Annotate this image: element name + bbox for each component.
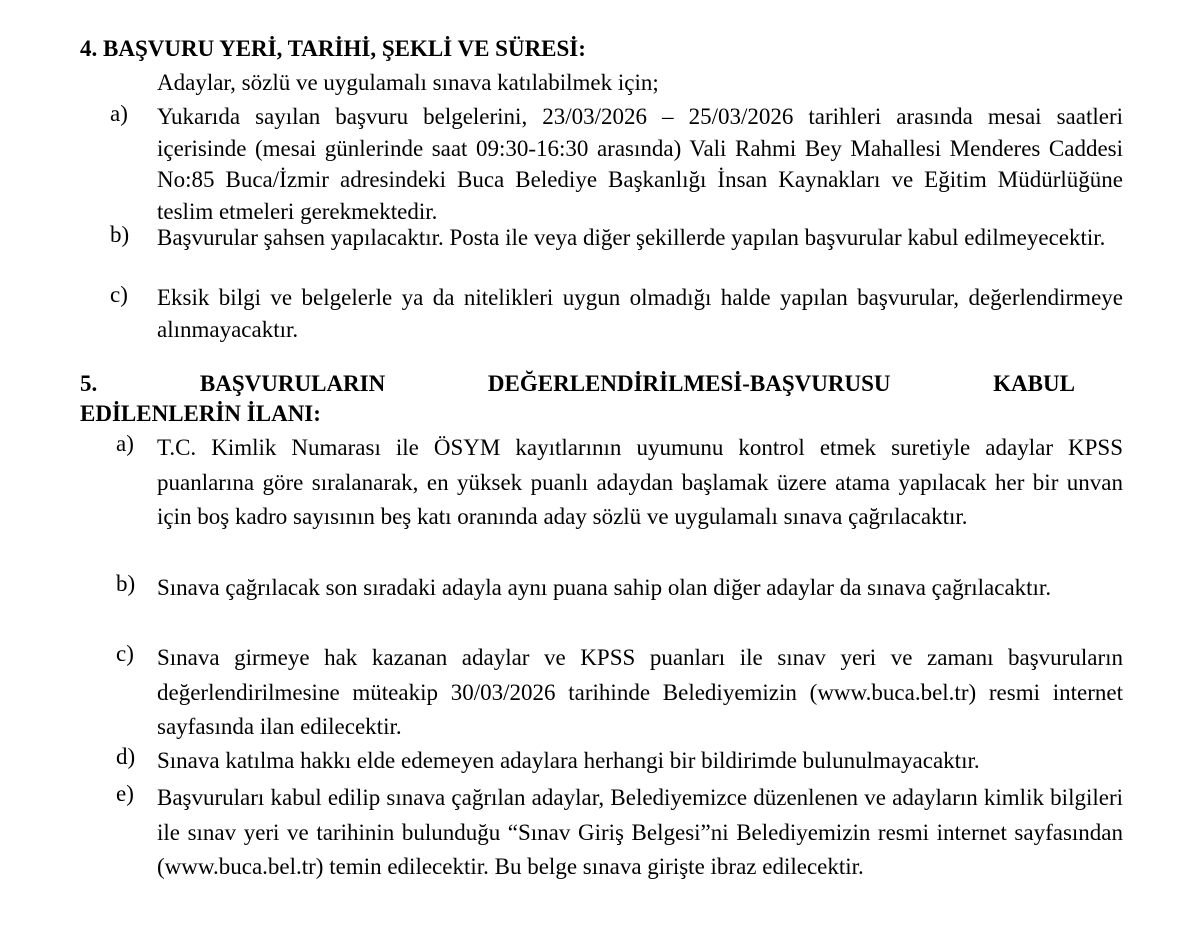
section-5-heading-word: KABUL: [993, 371, 1075, 396]
item-letter: b): [110, 222, 130, 247]
item-text: Sınava girmeye hak kazanan adaylar ve KPSS puanları ile sınav yeri ve zamanı başvuruların değerlendirilmesine müteakip 30/03/2026 tarihinde Belediyemizin (www.buca.bel.tr) resmi internet sayfasında ilan edilecektir.: [157, 645, 1123, 739]
item-text: Sınava katılma hakkı elde edemeyen adaylara herhangi bir bildirimde bulunulmayacaktır.: [157, 748, 980, 773]
item-text: T.C. Kimlik Numarası ile ÖSYM kayıtlarının uyumunu kontrol etmek suretiyle adaylar KPSS puanlarına göre sıralanarak, en yüksek puanlı adaydan başlamak üzere atama yapılacak her bir unvan için boş kadro sayısının beş katı oranında aday sözlü ve uygulamalı sınava çağrılacaktır.: [157, 435, 1123, 529]
item-letter: d): [116, 744, 136, 769]
item-text: Başvurular şahsen yapılacaktır. Posta ile veya diğer şekillerde yapılan başvurular kabul edilmeyecektir.: [157, 225, 1106, 250]
item-letter: c): [116, 641, 134, 666]
section-5-heading-word: 5.: [80, 371, 98, 396]
item-text: Yukarıda sayılan başvuru belgelerini, 23/03/2026 – 25/03/2026 tarihleri arasında mesai saatleri içerisinde (mesai günlerinde saat 09:30-16:30 arasında) Vali Rahmi Bey Mahallesi Menderes Caddesi No:85 Buca/İzmir adresindeki Buca Belediye Başkanlığı İnsan Kaynakları ve Eğitim Müdürlüğüne teslim etmeleri gerekmektedir.: [157, 104, 1123, 224]
section-5-heading-line2: EDİLENLERİN İLANI:: [80, 401, 321, 426]
section-4-heading: 4. BAŞVURU YERİ, TARİHİ, ŞEKLİ VE SÜRESİ:: [80, 36, 586, 61]
item-letter: e): [116, 781, 134, 806]
section-5-heading-word: BAŞVURULARIN: [199, 371, 386, 396]
item-letter: a): [116, 431, 134, 456]
item-letter: c): [110, 282, 128, 307]
item-letter: b): [116, 571, 136, 596]
item-text: Sınava çağrılacak son sıradaki adayla aynı puana sahip olan diğer adaylar da sınava çağrılacaktır.: [157, 575, 1052, 600]
section-4-intro: Adaylar, sözlü ve uygulamalı sınava katılabilmek için;: [157, 70, 659, 95]
item-text: Başvuruları kabul edilip sınava çağrılan adaylar, Belediyemizce düzenlenen ve adayların kimlik bilgileri ile sınav yeri ve tarihinin bulunduğu “Sınav Giriş Belgesi”ni Belediyemizin resmi internet sayfasından (www.buca.bel.tr) temin edilecektir. Bu belge sınava girişte ibraz edilecektir.: [157, 785, 1123, 879]
item-text: Eksik bilgi ve belgelerle ya da nitelikleri uygun olmadığı halde yapılan başvurular, değerlendirmeye alınmayacaktır.: [157, 285, 1123, 342]
section-5-heading-word: DEĞERLENDİRİLMESİ-BAŞVURUSU: [487, 371, 891, 396]
item-letter: a): [110, 101, 128, 126]
section-5-heading: [80, 371, 1075, 397]
